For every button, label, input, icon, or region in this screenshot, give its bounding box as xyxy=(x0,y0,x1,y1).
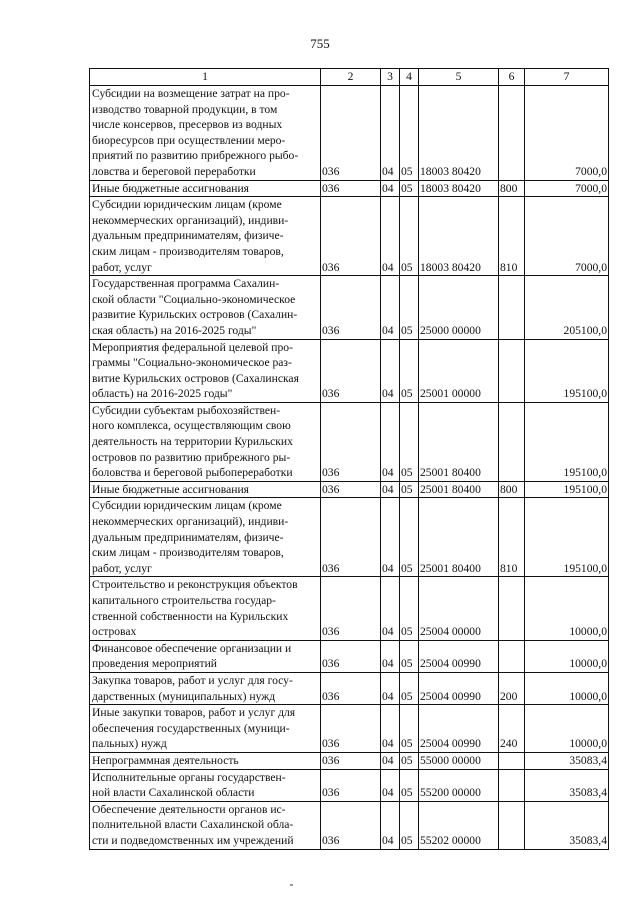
table-row xyxy=(90,801,609,849)
row-amount: 195100,0 xyxy=(525,481,609,498)
row-name-cell: Иные бюджетные ассигнования xyxy=(90,481,321,498)
row-ministry-code: 036 xyxy=(321,339,381,402)
row-ministry-code: 036 xyxy=(321,481,381,498)
row-ministry-code: 036 xyxy=(321,86,381,181)
row-section-code: 04 xyxy=(381,498,400,577)
row-subsection-code: 05 xyxy=(400,801,419,849)
row-amount: 10000,0 xyxy=(525,577,609,640)
table-row xyxy=(90,769,609,801)
table-row xyxy=(90,197,609,276)
row-target-code: 25001 80400 xyxy=(419,498,499,577)
row-ministry-code: 036 xyxy=(321,180,381,197)
row-section-code: 04 xyxy=(381,86,400,181)
table-row xyxy=(90,640,609,672)
row-amount: 195100,0 xyxy=(525,339,609,402)
page-number: 755 xyxy=(310,36,330,51)
row-ministry-code: 036 xyxy=(321,276,381,339)
row-expense-type-code xyxy=(499,640,525,672)
row-name-cell: Закупка товаров, работ и услуг для госу- дарственных (муниципальных) нужд xyxy=(90,672,321,704)
row-subsection-code: 05 xyxy=(400,86,419,181)
row-name-cell: Иные бюджетные ассигнования xyxy=(90,180,321,197)
header-col-3: 3 xyxy=(381,69,400,86)
row-amount: 7000,0 xyxy=(525,86,609,181)
row-name-cell: Строительство и реконструкция объектов капитального строительства государ- ственной собственности на Курильских островах xyxy=(90,577,321,640)
header-col-1: 1 xyxy=(90,69,321,86)
row-section-code: 04 xyxy=(381,769,400,801)
row-amount: 195100,0 xyxy=(525,498,609,577)
budget-table xyxy=(89,68,609,850)
row-amount: 35083,4 xyxy=(525,752,609,769)
row-name-cell: Мероприятия федеральной целевой про- граммы "Социально-экономическое раз- витие Курильских островов (Сахалинская область) на 2016-2025 годы" xyxy=(90,339,321,402)
row-subsection-code: 05 xyxy=(400,197,419,276)
row-name-cell: Субсидии юридическим лицам (кроме некоммерческих организаций), индиви- дуальным предпринимателям, физиче- ским лицам - производителям товаров, работ, услуг xyxy=(90,498,321,577)
row-ministry-code: 036 xyxy=(321,498,381,577)
row-target-code: 55202 00000 xyxy=(419,801,499,849)
row-expense-type-code: 800 xyxy=(499,180,525,197)
row-amount: 7000,0 xyxy=(525,197,609,276)
row-target-code: 25000 00000 xyxy=(419,276,499,339)
row-expense-type-code: 240 xyxy=(499,705,525,753)
row-expense-type-code: 200 xyxy=(499,672,525,704)
row-name-cell: Субсидии на возмещение затрат на про- изводство товарной продукции, в том числе консервов, пресервов из водных биоресурсов при осуществлении меро- приятий по развитию прибрежного рыбо- ловства и береговой переработки xyxy=(90,86,321,181)
table-row xyxy=(90,402,609,481)
row-section-code: 04 xyxy=(381,481,400,498)
row-expense-type-code xyxy=(499,769,525,801)
row-name-cell: Иные закупки товаров, работ и услуг для обеспечения государственных (муници- пальных) нужд xyxy=(90,705,321,753)
table-row xyxy=(90,577,609,640)
row-target-code: 55000 00000 xyxy=(419,752,499,769)
row-amount: 205100,0 xyxy=(525,276,609,339)
row-ministry-code: 036 xyxy=(321,672,381,704)
row-expense-type-code xyxy=(499,577,525,640)
header-col-5: 5 xyxy=(419,69,499,86)
row-ministry-code: 036 xyxy=(321,577,381,640)
row-amount: 7000,0 xyxy=(525,180,609,197)
table-row xyxy=(90,752,609,769)
header-col-2: 2 xyxy=(321,69,381,86)
row-section-code: 04 xyxy=(381,197,400,276)
row-ministry-code: 036 xyxy=(321,402,381,481)
row-target-code: 25004 00000 xyxy=(419,577,499,640)
row-amount: 10000,0 xyxy=(525,640,609,672)
row-expense-type-code xyxy=(499,339,525,402)
row-target-code: 25004 00990 xyxy=(419,705,499,753)
row-name-cell: Финансовое обеспечение организации и проведения мероприятий xyxy=(90,640,321,672)
row-subsection-code: 05 xyxy=(400,276,419,339)
row-section-code: 04 xyxy=(381,577,400,640)
row-amount: 10000,0 xyxy=(525,672,609,704)
row-expense-type-code xyxy=(499,276,525,339)
row-expense-type-code xyxy=(499,86,525,181)
row-section-code: 04 xyxy=(381,402,400,481)
row-section-code: 04 xyxy=(381,180,400,197)
row-name-cell: Субсидии субъектам рыбохозяйствен- ного комплекса, осуществляющим свою деятельность на территории Курильских островов по развитию прибрежного ры- боловства и береговой рыбопереработки xyxy=(90,402,321,481)
row-target-code: 18003 80420 xyxy=(419,180,499,197)
row-name-cell: Исполнительные органы государствен- ной власти Сахалинской области xyxy=(90,769,321,801)
row-ministry-code: 036 xyxy=(321,197,381,276)
row-amount: 10000,0 xyxy=(525,705,609,753)
header-col-4: 4 xyxy=(400,69,419,86)
row-subsection-code: 05 xyxy=(400,577,419,640)
table-row xyxy=(90,86,609,181)
row-target-code: 25004 00990 xyxy=(419,672,499,704)
row-target-code: 25001 80400 xyxy=(419,402,499,481)
row-expense-type-code xyxy=(499,402,525,481)
row-name-cell: Субсидии юридическим лицам (кроме некоммерческих организаций), индиви- дуальным предпринимателям, физиче- ским лицам - производителям товаров, работ, услуг xyxy=(90,197,321,276)
row-subsection-code: 05 xyxy=(400,402,419,481)
scan-speck xyxy=(290,884,293,886)
row-amount: 35083,4 xyxy=(525,801,609,849)
row-target-code: 25001 00000 xyxy=(419,339,499,402)
row-expense-type-code xyxy=(499,801,525,849)
table-row xyxy=(90,672,609,704)
row-target-code: 18003 80420 xyxy=(419,86,499,181)
row-amount: 195100,0 xyxy=(525,402,609,481)
row-ministry-code: 036 xyxy=(321,769,381,801)
row-expense-type-code: 810 xyxy=(499,197,525,276)
table-row xyxy=(90,339,609,402)
row-section-code: 04 xyxy=(381,276,400,339)
row-subsection-code: 05 xyxy=(400,705,419,753)
table-row xyxy=(90,276,609,339)
row-target-code: 18003 80420 xyxy=(419,197,499,276)
row-subsection-code: 05 xyxy=(400,752,419,769)
table-row xyxy=(90,180,609,197)
header-row xyxy=(90,69,609,86)
row-name-cell: Непрограммная деятельность xyxy=(90,752,321,769)
table-row xyxy=(90,481,609,498)
row-ministry-code: 036 xyxy=(321,640,381,672)
header-col-6: 6 xyxy=(499,69,525,86)
row-section-code: 04 xyxy=(381,339,400,402)
row-subsection-code: 05 xyxy=(400,180,419,197)
row-subsection-code: 05 xyxy=(400,769,419,801)
row-subsection-code: 05 xyxy=(400,640,419,672)
row-section-code: 04 xyxy=(381,640,400,672)
row-subsection-code: 05 xyxy=(400,481,419,498)
row-expense-type-code: 800 xyxy=(499,481,525,498)
row-target-code: 25001 80400 xyxy=(419,481,499,498)
row-section-code: 04 xyxy=(381,672,400,704)
row-expense-type-code xyxy=(499,752,525,769)
row-section-code: 04 xyxy=(381,752,400,769)
row-ministry-code: 036 xyxy=(321,705,381,753)
table-row xyxy=(90,705,609,753)
row-section-code: 04 xyxy=(381,801,400,849)
row-expense-type-code: 810 xyxy=(499,498,525,577)
row-name-cell: Государственная программа Сахалин- ской области "Социально-экономическое развитие Курильских островов (Сахалин- ская область) на 2016-2025 годы" xyxy=(90,276,321,339)
row-ministry-code: 036 xyxy=(321,752,381,769)
row-section-code: 04 xyxy=(381,705,400,753)
row-subsection-code: 05 xyxy=(400,672,419,704)
row-subsection-code: 05 xyxy=(400,339,419,402)
row-subsection-code: 05 xyxy=(400,498,419,577)
row-target-code: 25004 00990 xyxy=(419,640,499,672)
header-col-7: 7 xyxy=(525,69,609,86)
row-target-code: 55200 00000 xyxy=(419,769,499,801)
row-name-cell: Обеспечение деятельности органов ис- полнительной власти Сахалинской обла- сти и подведомственных им учреждений xyxy=(90,801,321,849)
table-row xyxy=(90,498,609,577)
row-ministry-code: 036 xyxy=(321,801,381,849)
row-amount: 35083,4 xyxy=(525,769,609,801)
